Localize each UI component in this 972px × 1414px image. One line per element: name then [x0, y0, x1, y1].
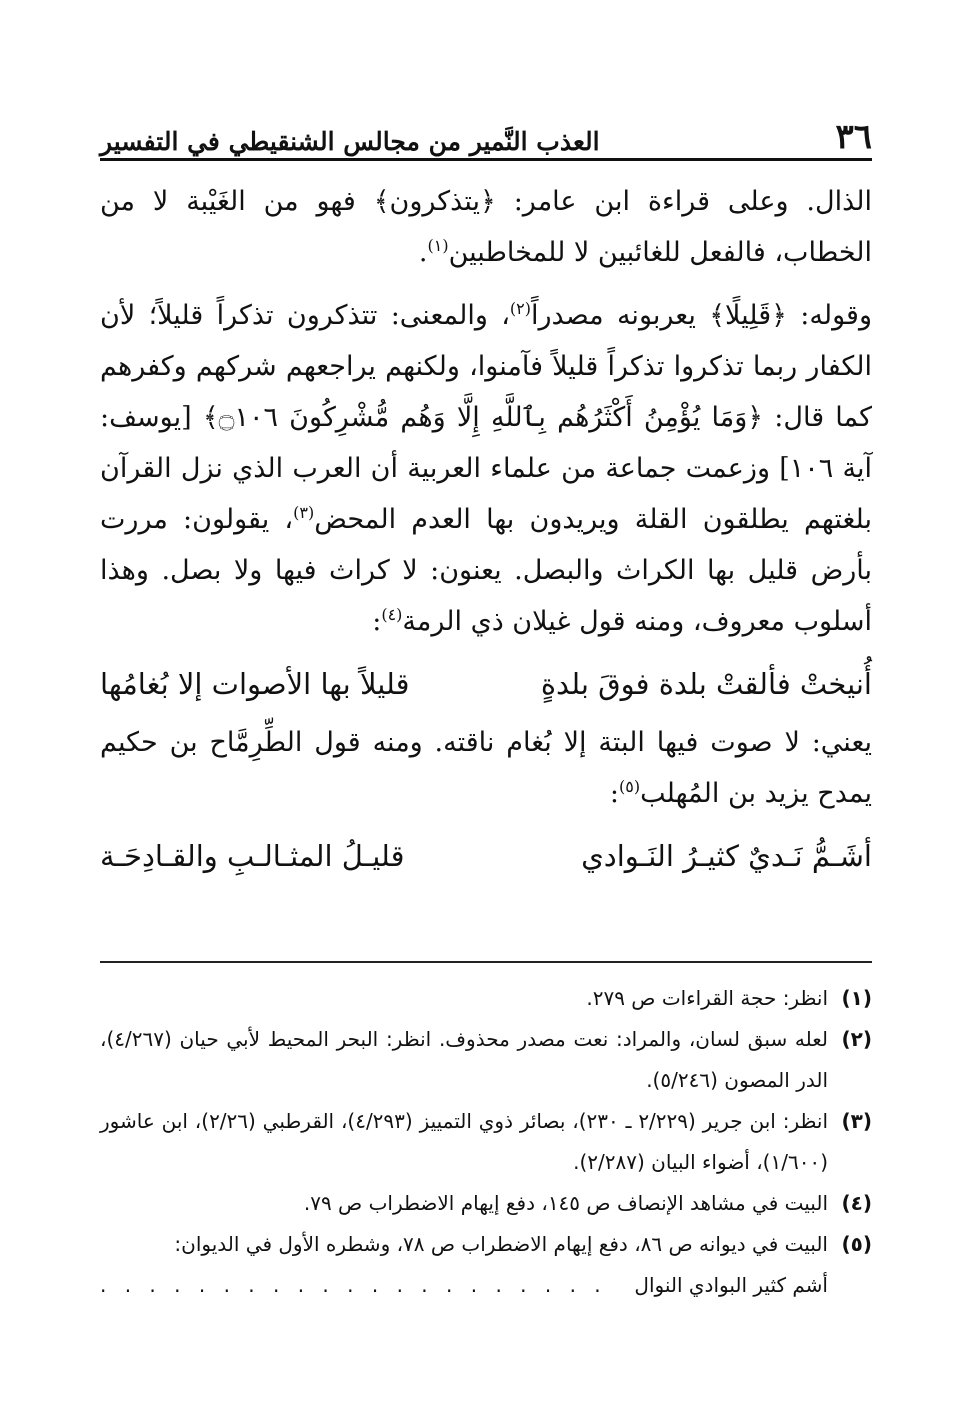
paragraph-2-part-a: وقوله: ﴿قَلِيلًا﴾ يعربونه مصدراً: [531, 300, 872, 331]
footnote-ref-1: (١): [427, 236, 449, 255]
paragraph-2: [100, 290, 872, 647]
footnote-text: لعله سبق لسان، والمراد: نعت مصدر محذوف. انظر: البحر المحيط لأبي حيان (٤/٢٦٧)، الدر المصون (٥/٢٤٦).: [100, 1027, 828, 1092]
footnote-ref-2: (٢): [509, 299, 532, 318]
footnote-text: انظر: حجة القراءات ص ٢٧٩.: [586, 986, 828, 1010]
footnote-1: [100, 978, 872, 1019]
footnote-ref-4: (٤): [381, 605, 403, 624]
footnote-ref-3: (٣): [293, 503, 315, 522]
paragraph-2-part-c: ، يقولون: مررت بأرض قليل بها الكراث والبصل. يعنون: لا كراث فيها ولا بصل. وهذا أسلوب معروف، ومنه قول غيلان ذي الرمة: [100, 504, 872, 637]
footnote-2: [100, 1019, 872, 1101]
verse-1-first-hemistich: أُنيختْ فألقتْ بلدة فوقَ بلدةٍ: [540, 667, 872, 701]
footnote-3: [100, 1101, 872, 1183]
footnote-number: (١): [841, 986, 872, 1010]
footnote-ref-5: (٥): [619, 777, 641, 796]
paragraph-1-text: الذال. وعلى قراءة ابن عامر: ﴿يتذكرون﴾ فهو من الغَيْبة لا من الخطاب، فالفعل للغائبين لا للمخاطبين: [100, 186, 872, 268]
footnotes: [100, 978, 872, 1306]
paragraph-1-end: .: [418, 237, 428, 268]
footnote-verse-first: أشم كثير البوادي النوال: [634, 1273, 828, 1297]
footnote-text: البيت في ديوانه ص ٨٦، دفع إيهام الاضطراب ص ٧٨، وشطره الأول في الديوان:: [174, 1232, 828, 1256]
footnote-number: (٣): [841, 1109, 872, 1133]
footnote-number: (٢): [841, 1027, 872, 1051]
verse-2-second-hemistich: قليـلُ المثـالـبِ والقـادِحَـة: [100, 839, 405, 873]
paragraph-2-part-b: ، والمعنى: تتذكرون تذكراً قليلاً؛ لأن الكفار ربما تذكروا تذكراً قليلاً فآمنوا، ولكنهم يراجعهم شركهم وكفرهم كما قال: ﴿وَمَا يُؤْمِنُ أَكْثَرُهُم بِٱللَّهِ إِلَّا وَهُم مُّشْرِكُونَ ۝١٠٦﴾ [يوسف: آية ١٠٦] وزعمت جماعة من علماء العربية أن العرب الذي نزل القرآن بلغتهم يطلقون القلة ويريدون بها العدم المحض: [100, 300, 872, 535]
footnote-verse-ellipsis: . . . . . . . . . . . . . . . . . . . . .: [100, 1273, 607, 1297]
paragraph-3: [100, 717, 872, 819]
footnote-4: [100, 1183, 872, 1224]
footnote-number: (٥): [841, 1232, 872, 1256]
verse-1-second-hemistich: قليلاً بها الأصوات إلا بُغامُها: [100, 667, 410, 701]
footnote-text: البيت في مشاهد الإنصاف ص ١٤٥، دفع إيهام الاضطراب ص ٧٩.: [303, 1191, 828, 1215]
footnote-separator: [100, 961, 872, 963]
footnote-5: [100, 1224, 872, 1265]
footnote-number: (٤): [841, 1191, 872, 1215]
page-header: [100, 108, 872, 161]
paragraph-1: [100, 176, 872, 278]
paragraph-3-text: يعني: لا صوت فيها البتة إلا بُغام ناقته. ومنه قول الطِّرِمَّاح بن حكيم يمدح يزيد بن المُهلب: [100, 727, 872, 809]
verse-2-first-hemistich: أشَـمُّ نَـديٌ كثيـرُ النَـوادي: [581, 839, 872, 873]
running-title: العذب النَّمير من مجالس الشنقيطي في التفسير: [100, 127, 600, 156]
footnote-text: انظر: ابن جرير (٢/٢٢٩ ـ ٢٣٠)، بصائر ذوي التمييز (٤/٢٩٣)، القرطبي (٢/٢٦)، ابن عاشور (١/٦٠٠)، أضواء البيان (٢/٢٨٧).: [100, 1109, 829, 1174]
paragraph-3-end: :: [609, 778, 620, 809]
paragraph-2-end: :: [372, 606, 382, 637]
page-number: ٣٦: [835, 117, 872, 157]
footnote-verse: [100, 1265, 872, 1306]
verse-2: [100, 827, 872, 885]
main-text: [100, 176, 872, 889]
verse-1: [100, 655, 872, 713]
